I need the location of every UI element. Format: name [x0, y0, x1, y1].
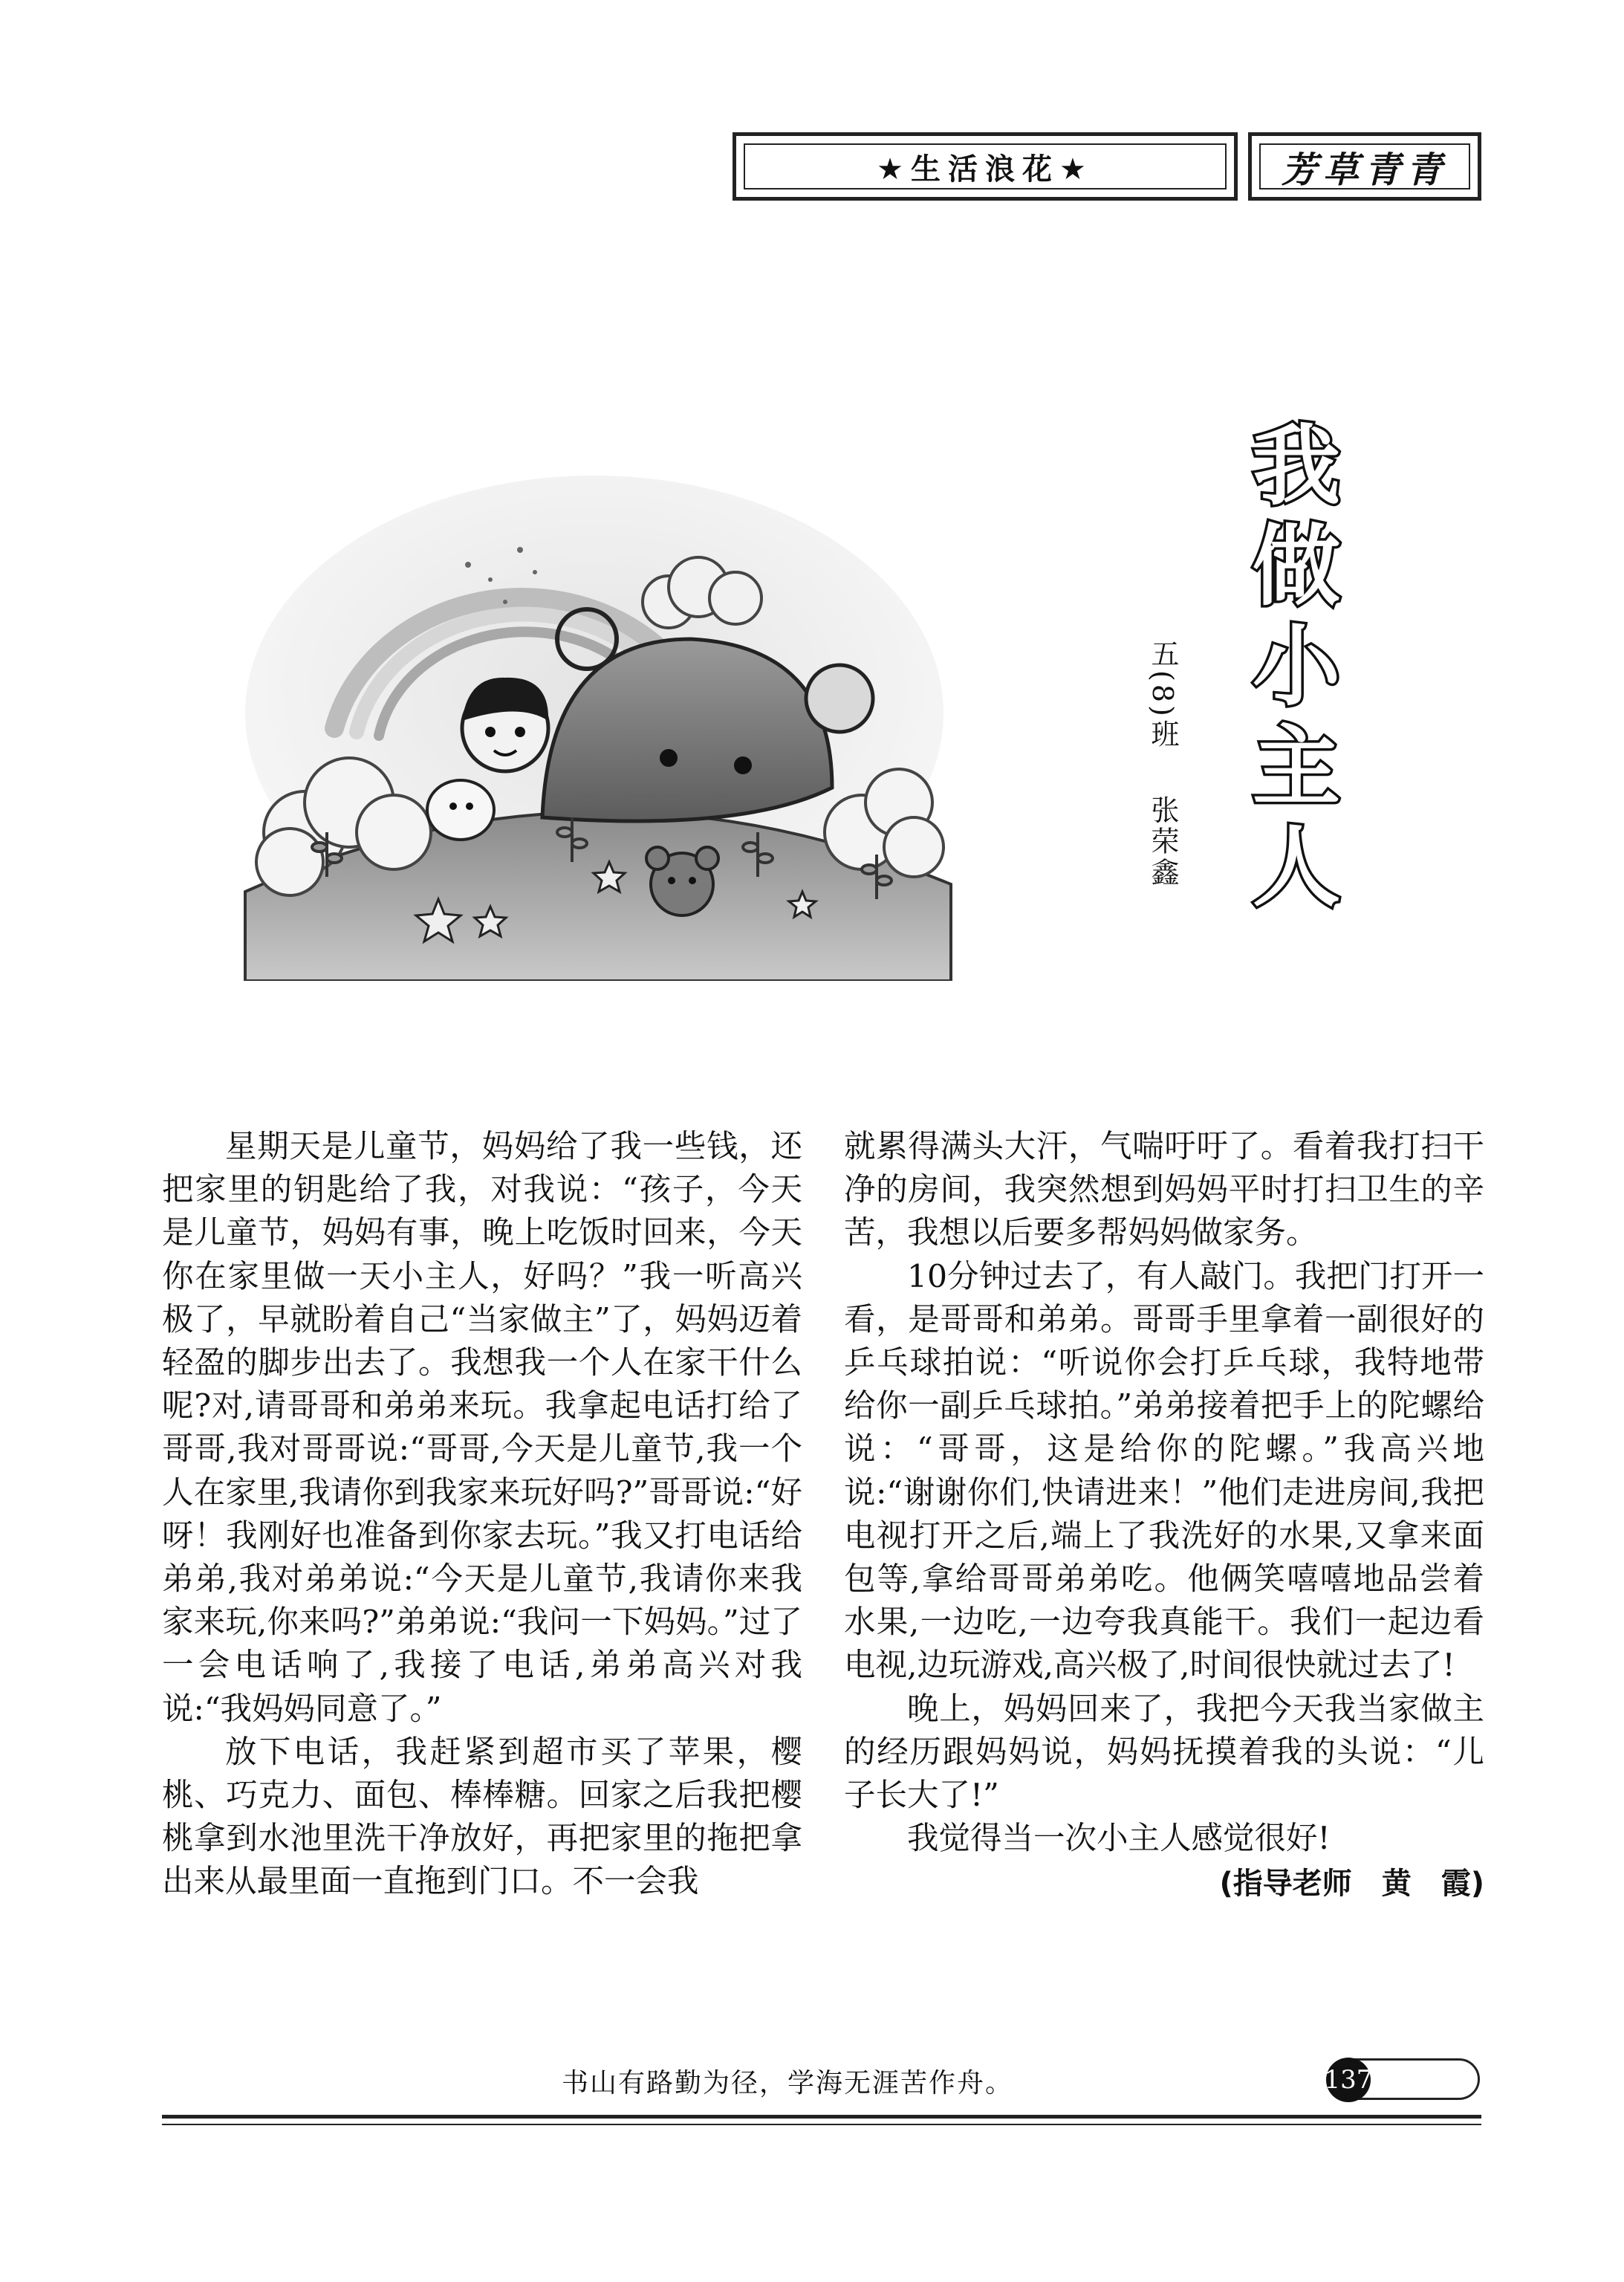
- article-title: [1248, 416, 1345, 918]
- title-char: 主: [1252, 716, 1340, 818]
- paragraph: 10分钟过去了，有人敲门。我把门打开一看，是哥哥和弟弟。哥哥手里拿着一副很好的乒乓球拍说：“听说你会打乒乓球，我特地带给你一副乒乓球拍。”弟弟接着把手上的陀螺给说：“哥哥，这是给你的陀螺。”我高兴地说:“谢谢你们,快请进来！”他们走进房间,我把电视打开之后,端上了我洗好的水果,又拿来面包等,拿给哥哥弟弟吃。他俩笑嘻嘻地品尝着水果,一边吃,一边夸我真能干。我们一起边看电视,边玩游戏,高兴极了,时间很快就过去了!: [844, 1258, 1484, 1685]
- page-number-badge: [1324, 2058, 1480, 2100]
- footer-rule: [162, 2115, 1481, 2119]
- title-char: 做: [1252, 515, 1340, 617]
- title-char: 小: [1252, 615, 1340, 718]
- girl: [462, 678, 548, 771]
- section-header-label: ★生活浪花★: [744, 143, 1227, 189]
- column-header-label: 芳草青青: [1259, 143, 1470, 189]
- title-char: 人: [1252, 816, 1340, 918]
- paragraph: 放下电话，我赶紧到超市买了苹果，樱桃、巧克力、面包、棒棒糖。回家之后我把樱桃拿到水池里洗干净放好，再把家里的拖把拿出来从最里面一直拖到门口。不一会我: [162, 1734, 802, 1901]
- article-column-right: [844, 1126, 1484, 1906]
- helmet: [806, 665, 873, 732]
- author-class: 五(8)班: [1146, 639, 1179, 751]
- footer-motto: 书山有路勤为径，学海无涯苦作舟。: [561, 2068, 1013, 2098]
- author-name: 张荣鑫: [1146, 794, 1179, 889]
- footer-rule-thin: [162, 2124, 1481, 2125]
- chick: [427, 780, 494, 840]
- paragraph: 晚上，妈妈回来了，我把今天我当家做主的经历跟妈妈说，妈妈抚摸着我的头说：“儿子长大了!”: [844, 1691, 1484, 1815]
- paragraph: 我觉得当一次小主人感觉很好!: [907, 1821, 1331, 1858]
- paragraph: 星期天是儿童节，妈妈给了我一些钱，还把家里的钥匙给了我，对我说：“孩子，今天是儿童节，妈妈有事，晚上吃饭时回来，今天你在家里做一天小主人，好吗？”我一听高兴极了，早就盼着自己“当家做主”了，妈妈迈着轻盈的脚步出去了。我想我一个人在家干什么呢?对,请哥哥和弟弟来玩。我拿起电话打给了哥哥,我对哥哥说:“哥哥,今天是儿童节,我一个人在家里,我请你到我家来玩好吗?”哥哥说:“好呀！我刚好也准备到你家去玩。”我又打电话给弟弟,我对弟弟说:“今天是儿童节,我请你来我家来玩,你来吗?”弟弟说:“我问一下妈妈。”过了一会电话响了,我接了电话,弟弟高兴对我说:“我妈妈同意了。”: [162, 1129, 802, 1728]
- column-header-box: [1248, 132, 1481, 201]
- article-column-left: [162, 1126, 802, 1905]
- page-number: 137: [1326, 2058, 1371, 2102]
- title-char: 我: [1252, 415, 1340, 517]
- cartoon-illustration: [223, 416, 966, 981]
- teacher-note: (指导老师 黄 霞): [1219, 1867, 1484, 1902]
- byline: [1140, 639, 1185, 889]
- paragraph-continuation: 就累得满头大汗，气喘吁吁了。看着我打扫干净的房间，我突然想到妈妈平时打扫卫生的辛苦，我想以后要多帮妈妈做家务。: [844, 1129, 1484, 1252]
- section-header-box: [733, 132, 1238, 201]
